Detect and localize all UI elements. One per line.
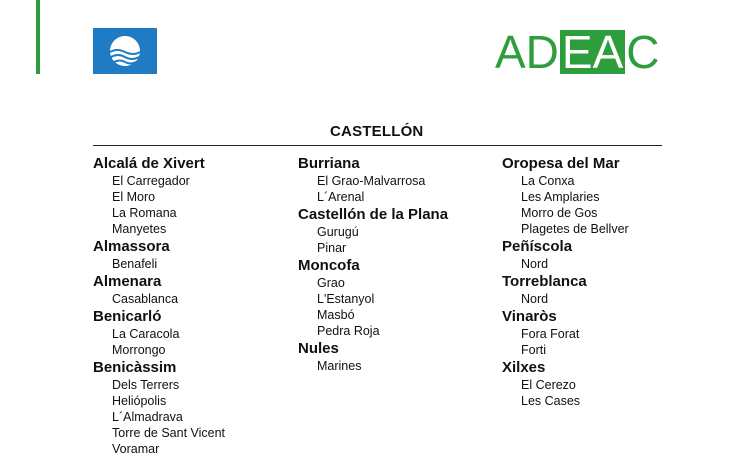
beach-name: El Grao-Malvarrosa: [317, 174, 426, 188]
municipality-name: Benicarló: [93, 308, 162, 325]
beach-name: Torre de Sant Vicent: [112, 426, 226, 440]
adeac-logo-part: C: [626, 26, 660, 78]
beach-name: L´Almadrava: [112, 410, 183, 424]
adeac-logo: [495, 26, 660, 78]
municipality-name: Benicàssim: [93, 359, 177, 376]
beach-name: Masbó: [317, 308, 355, 322]
beach-name: El Carregador: [112, 174, 190, 188]
municipality-name: Moncofa: [298, 257, 360, 274]
municipality-name: Torreblanca: [502, 273, 587, 290]
municipality-name: Oropesa del Mar: [502, 155, 620, 172]
municipality-name: Burriana: [298, 155, 360, 172]
column-2: [298, 154, 498, 374]
beach-name: Casablanca: [112, 292, 179, 306]
beach-name: Manyetes: [112, 222, 167, 236]
beach-name: Fora Forat: [521, 327, 580, 341]
beach-name: El Moro: [112, 190, 156, 204]
beach-name: La Conxa: [521, 174, 575, 188]
adeac-logo-boxed-part: EA: [561, 26, 624, 78]
beach-name: Pedra Roja: [317, 324, 380, 338]
beach-name: Dels Terrers: [112, 378, 180, 392]
beach-name: Benafeli: [112, 257, 158, 271]
column-1: [93, 154, 293, 457]
beach-name: Heliópolis: [112, 394, 167, 408]
beach-name: Gurugú: [317, 225, 359, 239]
beach-name: El Cerezo: [521, 378, 576, 392]
beach-name: Les Amplaries: [521, 190, 600, 204]
municipality-name: Alcalá de Xivert: [93, 155, 205, 172]
beach-name: Morrongo: [112, 343, 166, 357]
beach-name: Nord: [521, 257, 549, 271]
municipality-name: Vinaròs: [502, 308, 557, 325]
column-3: [502, 154, 702, 409]
beach-name: Plagetes de Bellver: [521, 222, 629, 236]
blue-flag-logo: [93, 28, 157, 74]
title-divider: [93, 145, 662, 146]
municipality-name: Xilxes: [502, 359, 546, 376]
beach-name: L'Estanyol: [317, 292, 375, 306]
municipality-name: Nules: [298, 340, 339, 357]
beach-name: La Caracola: [112, 327, 180, 341]
municipality-name: Castellón de la Plana: [298, 206, 449, 223]
green-accent-bar: [36, 0, 40, 74]
beach-name: Les Cases: [521, 394, 581, 408]
beach-name: Grao: [317, 276, 345, 290]
adeac-logo-part: AD: [495, 26, 559, 78]
beach-name: Voramar: [112, 442, 160, 456]
municipality-name: Almenara: [93, 273, 162, 290]
beach-name: Forti: [521, 343, 546, 357]
beach-name: L´Arenal: [317, 190, 365, 204]
municipality-name: Peñíscola: [502, 238, 573, 255]
beach-name: Morro de Gos: [521, 206, 598, 220]
province-title: CASTELLÓN: [330, 123, 424, 140]
beach-name: Nord: [521, 292, 549, 306]
municipality-name: Almassora: [93, 238, 170, 255]
beach-name: La Romana: [112, 206, 177, 220]
beach-name: Pinar: [317, 241, 347, 255]
beach-name: Marines: [317, 359, 362, 373]
